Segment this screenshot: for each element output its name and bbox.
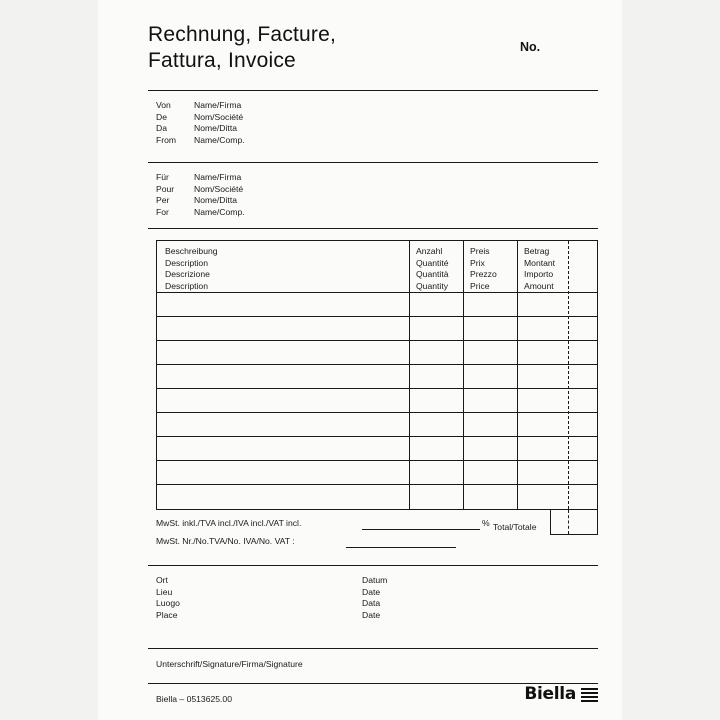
header-line: Quantità bbox=[416, 269, 449, 280]
table-header-description bbox=[165, 246, 218, 292]
place-lang-fr: Lieu bbox=[156, 586, 173, 597]
divider-signature bbox=[148, 648, 598, 649]
vat-percent-sign: % bbox=[482, 518, 490, 528]
header-line: Prix bbox=[470, 257, 485, 268]
signature-label: Unterschrift/Signature/Firma/Signature bbox=[156, 659, 303, 669]
from-row bbox=[156, 100, 245, 112]
title-line-2: Fattura, Invoice bbox=[148, 49, 296, 72]
place-block bbox=[156, 575, 180, 621]
table-header-price bbox=[470, 246, 497, 292]
footer-product-code: Biella – 0513625.00 bbox=[156, 694, 232, 704]
total-amount-box[interactable] bbox=[550, 509, 598, 535]
to-lang-it: Per bbox=[156, 195, 170, 206]
invoice-sheet bbox=[98, 0, 622, 720]
total-decimal-dotted-line bbox=[568, 510, 569, 534]
place-lang-de: Ort bbox=[156, 575, 168, 585]
from-lang-de: Von bbox=[156, 100, 171, 110]
from-lang-fr: De bbox=[156, 111, 167, 122]
place-lang-it: Luogo bbox=[156, 598, 180, 609]
header-line: Quantité bbox=[416, 257, 449, 268]
to-value-fr: Nom/Société bbox=[194, 183, 244, 194]
from-lang-en: From bbox=[156, 134, 177, 145]
row-divider bbox=[157, 412, 597, 413]
divider-title bbox=[148, 90, 598, 91]
from-value-en: Name/Comp. bbox=[194, 134, 245, 145]
date-lang-it: Data bbox=[362, 598, 381, 609]
row-divider bbox=[157, 316, 597, 317]
divider-vat bbox=[148, 565, 598, 566]
page-title bbox=[148, 22, 336, 74]
row-divider bbox=[157, 364, 597, 365]
row-divider bbox=[157, 460, 597, 461]
title-line-1: Rechnung, Facture, bbox=[148, 23, 337, 46]
vat-number-label: MwSt. Nr./No.TVA/No. IVA/No. VAT : bbox=[156, 536, 295, 546]
vat-number-fill-line[interactable] bbox=[346, 547, 456, 548]
to-row bbox=[156, 172, 245, 184]
table-header-amount bbox=[524, 246, 555, 292]
header-line: Anzahl bbox=[416, 246, 443, 256]
brand-bars-icon bbox=[581, 687, 598, 702]
to-row bbox=[156, 207, 245, 219]
from-value-fr: Nom/Société bbox=[194, 111, 244, 122]
date-lang-en: Date bbox=[362, 609, 381, 620]
brand-name: Biella bbox=[524, 684, 576, 704]
col-divider-amount bbox=[517, 241, 518, 509]
header-line: Prezzo bbox=[470, 269, 497, 280]
date-lang-de: Datum bbox=[362, 575, 388, 585]
brand-logo bbox=[524, 684, 598, 704]
header-line: Description bbox=[165, 280, 208, 291]
header-line: Amount bbox=[524, 280, 554, 291]
row-divider bbox=[157, 436, 597, 437]
to-block bbox=[156, 172, 245, 218]
header-line: Beschreibung bbox=[165, 246, 218, 256]
to-value-it: Nome/Ditta bbox=[194, 195, 237, 206]
invoice-number-label: No. bbox=[520, 40, 541, 54]
row-divider bbox=[157, 340, 597, 341]
row-divider bbox=[157, 388, 597, 389]
from-row bbox=[156, 123, 245, 135]
to-row bbox=[156, 195, 245, 207]
to-lang-en: For bbox=[156, 206, 169, 217]
to-value-de: Name/Firma bbox=[194, 172, 242, 182]
row-divider bbox=[157, 484, 597, 485]
col-divider-price bbox=[463, 241, 464, 509]
date-lang-fr: Date bbox=[362, 586, 381, 597]
header-line: Betrag bbox=[524, 246, 550, 256]
place-lang-en: Place bbox=[156, 609, 178, 620]
col-divider-quantity bbox=[409, 241, 410, 509]
header-line: Price bbox=[470, 280, 490, 291]
table-header-quantity bbox=[416, 246, 449, 292]
header-line: Description bbox=[165, 257, 208, 268]
from-row bbox=[156, 112, 245, 124]
header-line: Preis bbox=[470, 246, 490, 256]
divider-from bbox=[148, 162, 598, 163]
from-row bbox=[156, 135, 245, 147]
to-lang-fr: Pour bbox=[156, 183, 175, 194]
from-lang-it: Da bbox=[156, 123, 167, 134]
header-line: Quantity bbox=[416, 280, 449, 291]
header-line: Descrizione bbox=[165, 269, 210, 280]
to-value-en: Name/Comp. bbox=[194, 206, 245, 217]
from-value-de: Name/Firma bbox=[194, 100, 242, 110]
divider-to bbox=[148, 228, 598, 229]
vat-percent-fill-line[interactable] bbox=[362, 529, 480, 530]
vat-incl-label: MwSt. inkl./TVA incl./IVA incl./VAT incl. bbox=[156, 518, 302, 528]
to-lang-de: Für bbox=[156, 172, 169, 182]
amount-decimal-dotted-line bbox=[568, 241, 569, 509]
line-items-table[interactable] bbox=[156, 240, 598, 510]
to-row bbox=[156, 184, 245, 196]
total-label: Total/Totale bbox=[493, 522, 537, 532]
invoice-content bbox=[148, 0, 598, 720]
from-value-it: Nome/Ditta bbox=[194, 123, 237, 134]
header-line: Importo bbox=[524, 269, 554, 280]
from-block bbox=[156, 100, 245, 146]
date-block bbox=[362, 575, 387, 621]
header-line: Montant bbox=[524, 257, 556, 268]
